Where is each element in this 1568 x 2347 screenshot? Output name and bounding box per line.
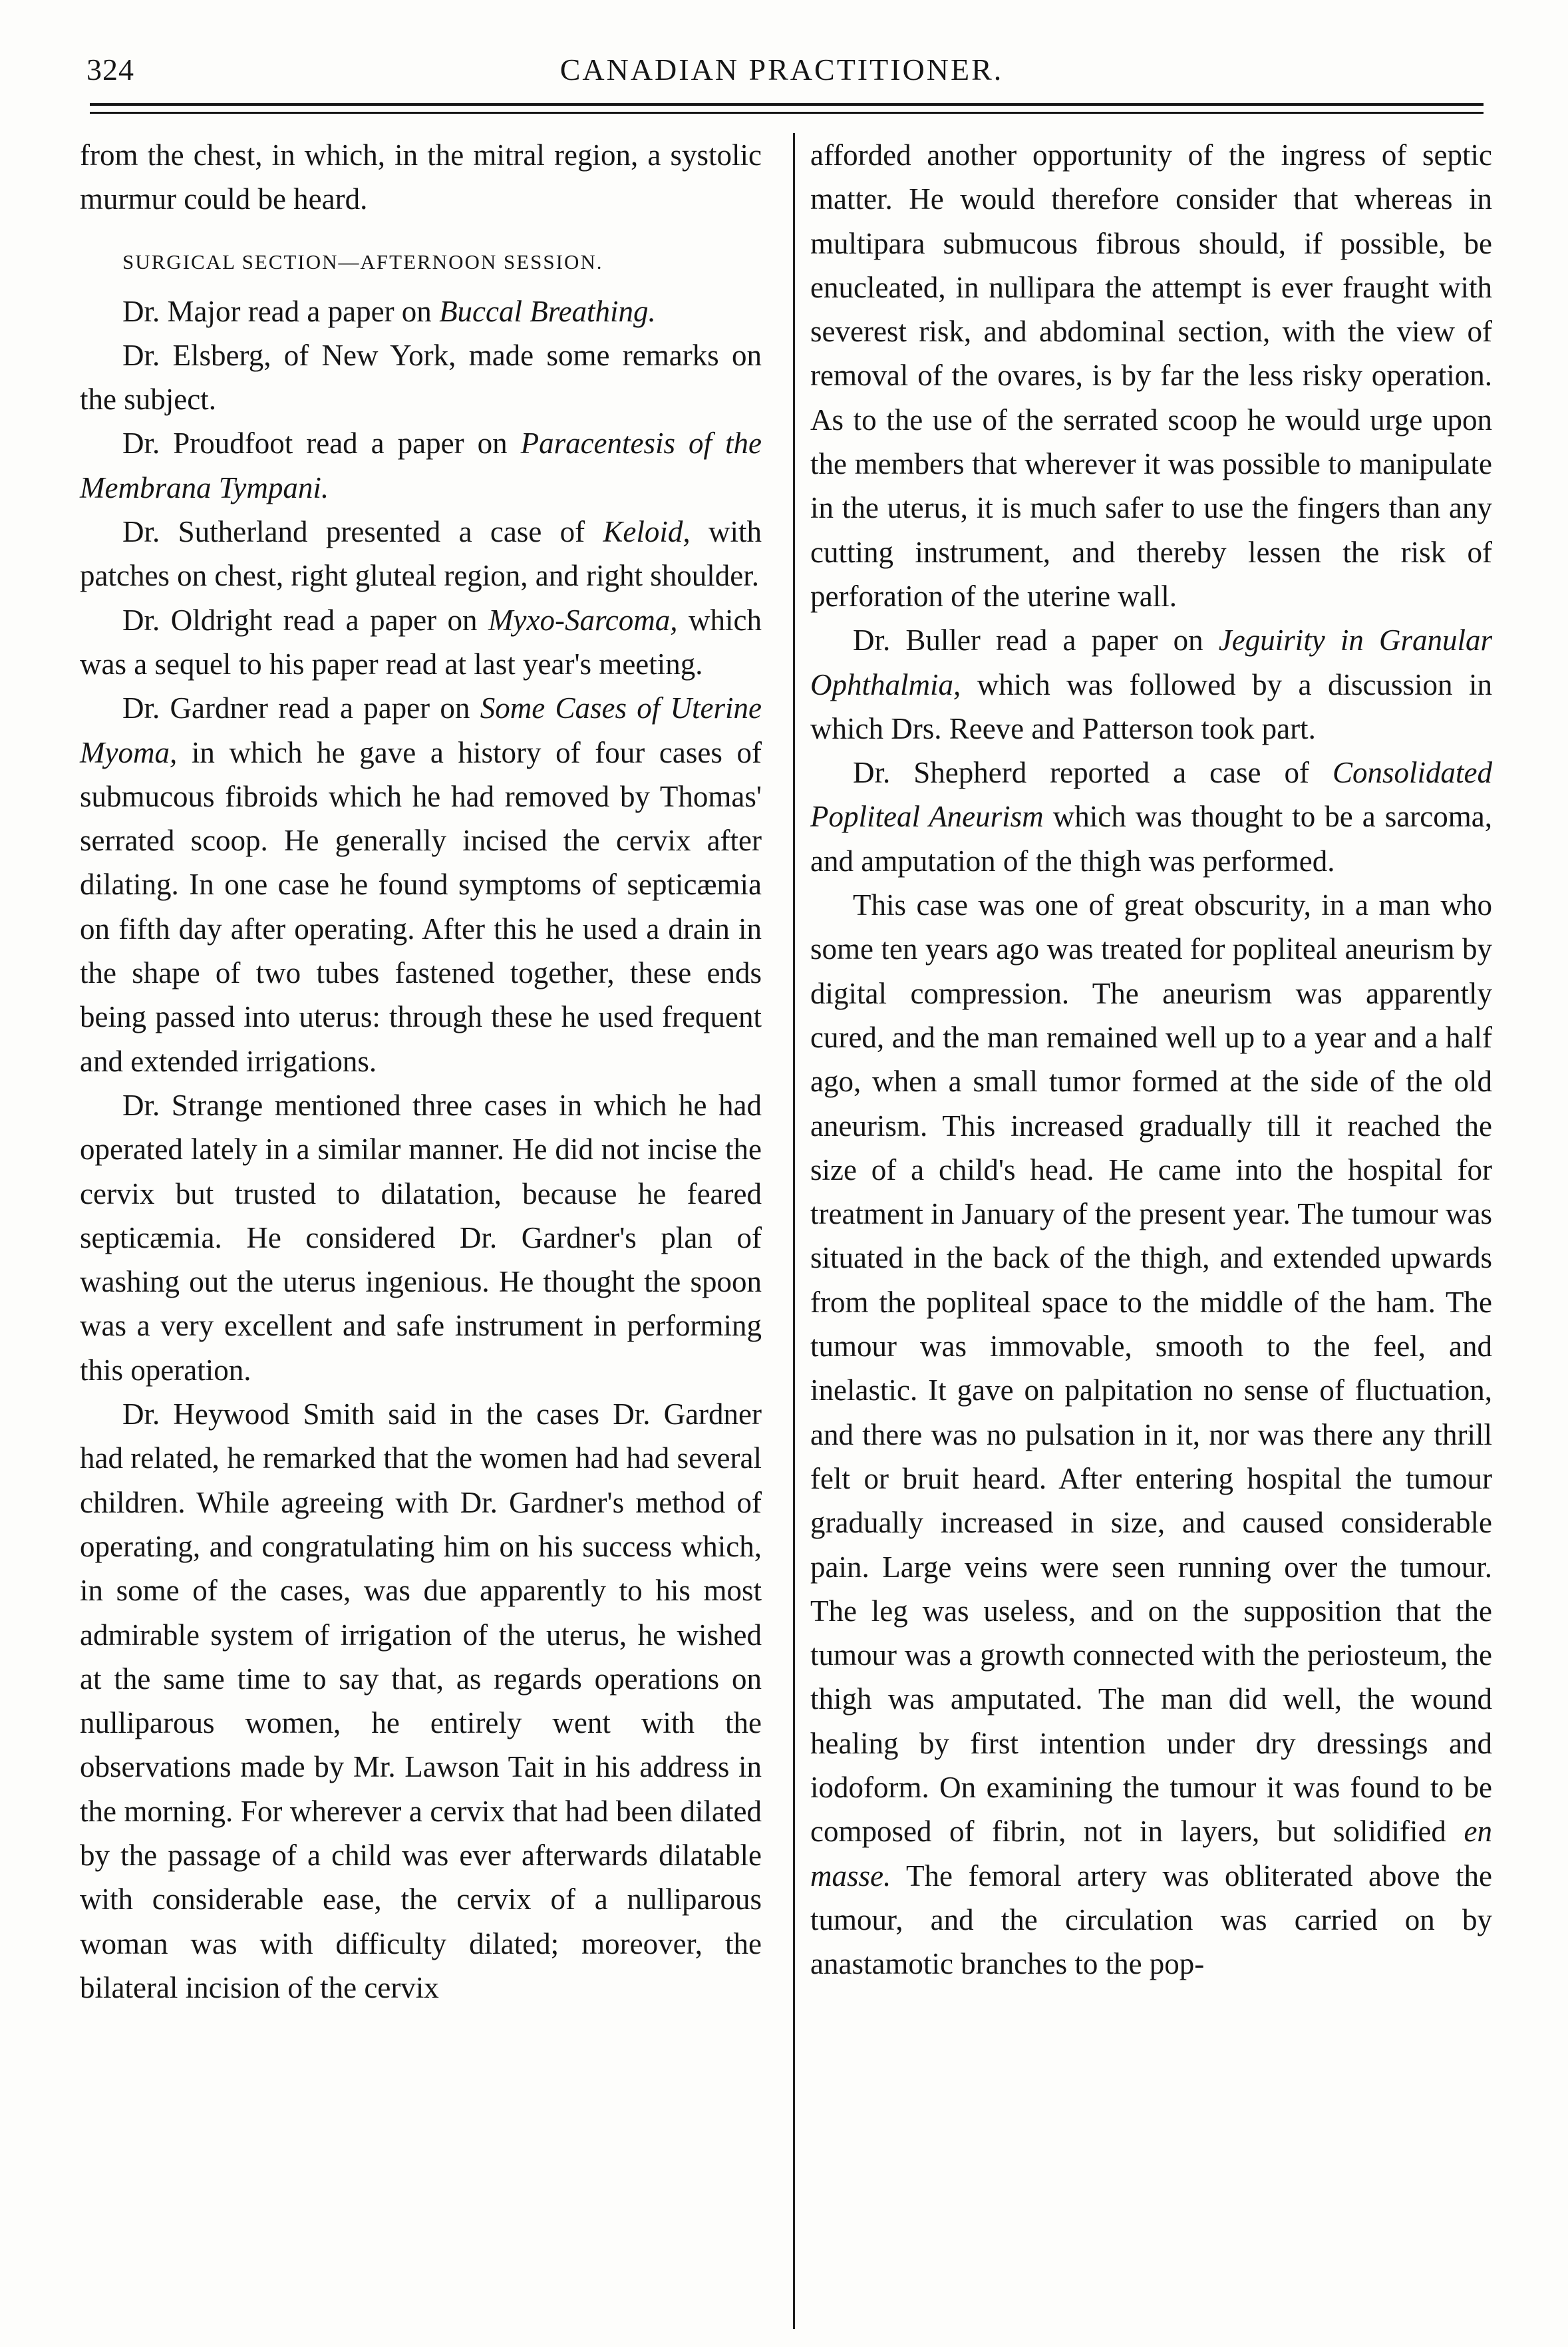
case-title: Consolidated Popliteal Aneurism	[810, 756, 1492, 834]
italic-phrase: en masse.	[810, 1815, 1492, 1893]
paragraph: This case was one of great obscurity, in a man who some ten years ago was treated for popliteal aneurism by digital compression. The aneurism was apparently cured, and the man remained well up to a year and a half ago, when a small tumor formed at the side of the old aneurism. This increased gradually till it reached the size of a child's head. He came into the hospital for treatment in January of the present year. The tumour was situated in the back of the thigh, and extended upwards from the popliteal space to the middle of the ham. The tumour was immovable, smooth to the feel, and inelastic. It gave on palpitation no sense of fluctuation, and there was no pulsation in it, nor was there any thrill felt or bruit heard. After entering hospital the tumour gradually increased in size, and caused considerable pain. Large veins were seen running over the tumour. The leg was useless, and on the supposition that the tumour was a growth connected with the periosteum, the thigh was amputated. The man did well, the wound healing by first intention under dry dressings and iodoform. On examining the tumour it was found to be composed of fibrin, not in layers, but solidified en masse. The femoral artery was obliterated above the tumour, and the circulation was carried on by anastamotic branches to the pop-	[810, 888, 1492, 1981]
paper-title: Jeguirity in Granular Ophthalmia,	[810, 624, 1492, 701]
column-divider	[793, 133, 795, 2329]
paragraph: Dr. Elsberg, of New York, made some remarks on the subject.	[80, 338, 762, 417]
header-rule-thin	[90, 112, 1484, 114]
paper-title: Myxo-Sarcoma,	[488, 603, 678, 637]
paper-title: Buccal Breathing.	[439, 294, 656, 328]
paragraph: Dr. Sutherland presented a case of Keloid, with patches on chest, right gluteal region, and right shoulder.	[80, 515, 762, 593]
paper-title: Paracentesis of the Membrana Tympani.	[80, 427, 762, 504]
paragraph: afforded another opportunity of the ingress of septic matter. He would therefore consider that whereas in multipara submucous fibrous should, if possible, be enucleated, in nullipara the attempt is ever fraught with severest risk, and abdominal section, with the view of removal of the ovares, is by far the less risky operation. As to the use of the serrated scoop he would urge upon the members that wherever it was possible to manipulate in the uterus, it is much safer to use the fingers than any cutting instrument, and thereby lessen the risk of perforation of the uterine wall.	[810, 138, 1492, 613]
page-header	[73, 52, 1490, 94]
page-number: 324	[86, 53, 134, 87]
paragraph: Dr. Shepherd reported a case of Consolidated Popliteal Aneurism which was thought to be a sarcoma, and amputation of the thigh was performed.	[810, 756, 1492, 878]
paragraph: Dr. Gardner read a paper on Some Cases of Uterine Myoma, in which he gave a history of four cases of submucous fibroids which he had removed by Thomas' serrated scoop. He generally incised the cervix after dilating. In one case he found symptoms of septicæmia on fifth day after operating. After this he used a drain in the shape of two tubes fastened together, these ends being passed into uterus: through these he used frequent and extended irrigations.	[80, 691, 762, 1078]
header-rule-thick	[90, 103, 1484, 106]
paragraph: Dr. Proudfoot read a paper on Paracentesis of the Membrana Tympani.	[80, 427, 762, 504]
case-title: Keloid,	[603, 515, 691, 549]
section-heading: SURGICAL SECTION—AFTERNOON SESSION.	[122, 250, 603, 273]
paragraph: Dr. Strange mentioned three cases in which he had operated lately in a similar manner. He did not incise the cervix but trusted to dilatation, because he feared septicæmia. He considered Dr. Gardner's plan of washing out the uterus ingenious. He thought the spoon was a very excellent and safe instrument in performing this operation.	[80, 1088, 762, 1387]
paragraph: from the chest, in which, in the mitral region, a systolic murmur could be heard.	[80, 138, 762, 216]
paragraph: Dr. Heywood Smith said in the cases Dr. Gardner had related, he remarked that the women had had several children. While agreeing with Dr. Gardner's method of operating, and congratulating him on his success which, in some of the cases, was due apparently to his most admirable system of irrigation of the uterus, he wished at the same time to say that, as regards operations on nulliparous women, he entirely went with the observations made by Mr. Lawson Tait in his address in the morning. For wherever a cervix that had been dilated by the passage of a child was ever afterwards dilatable with considerable ease, the cervix of a nulliparous woman was with difficulty dilated; moreover, the bilateral incision of the cervix	[80, 1397, 762, 2004]
running-title: CANADIAN PRACTITIONER.	[559, 53, 1004, 87]
paragraph: Dr. Major read a paper on Buccal Breathing.	[122, 294, 656, 328]
left-column	[80, 133, 762, 2010]
paper-title: Some Cases of Uterine Myoma,	[80, 691, 762, 769]
right-column	[810, 133, 1492, 1986]
paragraph: Dr. Oldright read a paper on Myxo-Sarcoma, which was a sequel to his paper read at last year's meeting.	[80, 603, 762, 681]
paragraph: Dr. Buller read a paper on Jeguirity in Granular Ophthalmia, which was followed by a discussion in which Drs. Reeve and Patterson took part.	[810, 624, 1492, 745]
